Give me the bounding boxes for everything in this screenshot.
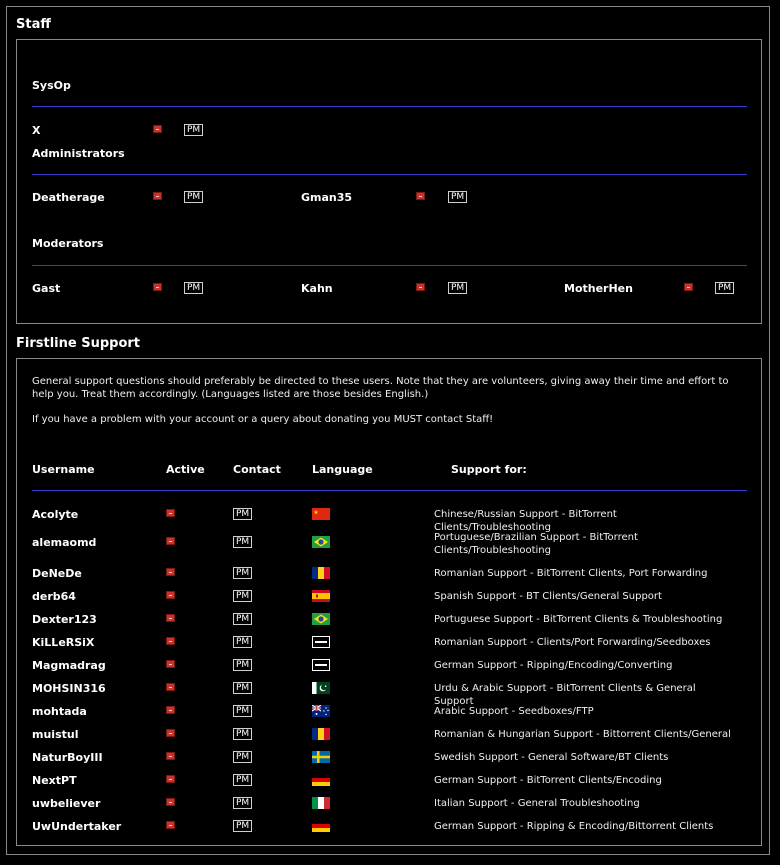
unknown-flag-icon <box>312 659 330 671</box>
support-description: Italian Support - General Troubleshooting <box>434 798 640 809</box>
col-username: Username <box>32 463 95 476</box>
spain-flag-icon <box>312 590 330 602</box>
offline-status-icon <box>684 283 693 291</box>
offline-status-icon <box>166 614 175 622</box>
germany-flag-icon <box>312 774 330 786</box>
pm-button[interactable]: PM <box>233 751 252 763</box>
pm-button[interactable]: PM <box>233 820 252 832</box>
staff-member-gast[interactable]: Gast <box>32 282 61 295</box>
divider <box>32 265 747 266</box>
italy-flag-icon <box>312 797 330 809</box>
support-description: German Support - Ripping & Encoding/Bittorrent Clients <box>434 821 714 832</box>
pakistan-flag-icon <box>312 682 330 694</box>
sweden-flag-icon <box>312 751 330 763</box>
staff-member-x[interactable]: X <box>32 124 41 137</box>
support-user-name[interactable]: UwUndertaker <box>32 820 122 833</box>
offline-status-icon <box>166 509 175 517</box>
support-user-name[interactable]: uwbeliever <box>32 797 101 810</box>
offline-status-icon <box>166 821 175 829</box>
support-description: German Support - Ripping/Encoding/Converting <box>434 660 673 671</box>
group-sysop-title: SysOp <box>32 79 71 92</box>
offline-status-icon <box>166 729 175 737</box>
brazil-flag-icon <box>312 536 330 548</box>
support-notice: If you have a problem with your account or a query about donating you MUST contact Staff! <box>32 414 494 425</box>
staff-member-motherhen[interactable]: MotherHen <box>564 282 633 295</box>
australia-flag-icon <box>312 705 330 717</box>
col-contact: Contact <box>233 463 281 476</box>
offline-status-icon <box>153 125 162 133</box>
divider <box>32 106 747 107</box>
offline-status-icon <box>416 192 425 200</box>
support-description: Romanian Support - Clients/Port Forwarding/Seedboxes <box>434 637 711 648</box>
germany-flag-icon <box>312 820 330 832</box>
support-description: German Support - BitTorrent Clients/Encoding <box>434 775 662 786</box>
brazil-flag-icon <box>312 613 330 625</box>
offline-status-icon <box>153 283 162 291</box>
china-flag-icon <box>312 508 330 520</box>
offline-status-icon <box>416 283 425 291</box>
pm-button[interactable]: PM <box>184 124 203 136</box>
romania-flag-icon <box>312 728 330 740</box>
offline-status-icon <box>153 192 162 200</box>
support-user-name[interactable]: NextPT <box>32 774 77 787</box>
support-user-name[interactable]: MOHSIN316 <box>32 682 106 695</box>
support-description: Spanish Support - BT Clients/General Support <box>434 591 662 602</box>
pm-button[interactable]: PM <box>233 774 252 786</box>
support-description: Portuguese/Brazilian Support - BitTorrent Clients/Troubleshooting <box>434 532 638 556</box>
pm-button[interactable]: PM <box>233 508 252 520</box>
support-description: Portuguese Support - BitTorrent Clients & Troubleshooting <box>434 614 723 625</box>
support-description: Arabic Support - Seedboxes/FTP <box>434 706 594 717</box>
staff-title: Staff <box>16 17 51 32</box>
offline-status-icon <box>166 706 175 714</box>
staff-member-kahn[interactable]: Kahn <box>301 282 333 295</box>
staff-panel <box>16 39 762 324</box>
pm-button[interactable]: PM <box>233 797 252 809</box>
pm-button[interactable]: PM <box>184 191 203 203</box>
support-user-name[interactable]: DeNeDe <box>32 567 82 580</box>
offline-status-icon <box>166 537 175 545</box>
support-user-name[interactable]: alemaomd <box>32 536 97 549</box>
pm-button[interactable]: PM <box>233 536 252 548</box>
pm-button[interactable]: PM <box>233 636 252 648</box>
pm-button[interactable]: PM <box>184 282 203 294</box>
support-user-name[interactable]: Dexter123 <box>32 613 97 626</box>
staff-member-gman35[interactable]: Gman35 <box>301 191 353 204</box>
unknown-flag-icon <box>312 636 330 648</box>
pm-button[interactable]: PM <box>233 613 252 625</box>
support-description: Chinese/Russian Support - BitTorrent Clients/Troubleshooting <box>434 509 617 533</box>
support-user-name[interactable]: KiLLeRSiX <box>32 636 95 649</box>
support-user-name[interactable]: Magmadrag <box>32 659 106 672</box>
firstline-title: Firstline Support <box>16 336 140 351</box>
pm-button[interactable]: PM <box>233 590 252 602</box>
col-support: Support for: <box>451 463 527 476</box>
pm-button[interactable]: PM <box>448 282 467 294</box>
support-description: Urdu & Arabic Support - BitTorrent Clients & General Support <box>434 683 696 707</box>
offline-status-icon <box>166 637 175 645</box>
divider <box>32 490 747 491</box>
offline-status-icon <box>166 775 175 783</box>
pm-button[interactable]: PM <box>233 682 252 694</box>
romania-flag-icon <box>312 567 330 579</box>
pm-button[interactable]: PM <box>715 282 734 294</box>
pm-button[interactable]: PM <box>233 659 252 671</box>
offline-status-icon <box>166 683 175 691</box>
col-active: Active <box>166 463 205 476</box>
group-admins-title: Administrators <box>32 147 125 160</box>
offline-status-icon <box>166 591 175 599</box>
pm-button[interactable]: PM <box>233 705 252 717</box>
support-intro: General support questions should preferably be directed to these users. Note that they are volunteers, giving away their time and effort to help you. Treat them accordingly. (Languages listed are those besides English.) <box>32 376 729 400</box>
offline-status-icon <box>166 568 175 576</box>
group-mods-title: Moderators <box>32 237 104 250</box>
support-user-name[interactable]: derb64 <box>32 590 76 603</box>
offline-status-icon <box>166 660 175 668</box>
support-user-name[interactable]: muistul <box>32 728 79 741</box>
pm-button[interactable]: PM <box>233 728 252 740</box>
offline-status-icon <box>166 752 175 760</box>
support-user-name[interactable]: mohtada <box>32 705 87 718</box>
support-description: Romanian Support - BitTorrent Clients, Port Forwarding <box>434 568 708 579</box>
pm-button[interactable]: PM <box>448 191 467 203</box>
support-description: Romanian & Hungarian Support - Bittorrent Clients/General <box>434 729 731 740</box>
support-user-name[interactable]: Acolyte <box>32 508 79 521</box>
divider <box>32 174 747 175</box>
staff-member-deatherage[interactable]: Deatherage <box>32 191 105 204</box>
offline-status-icon <box>166 798 175 806</box>
pm-button[interactable]: PM <box>233 567 252 579</box>
support-user-name[interactable]: NaturBoyIII <box>32 751 103 764</box>
support-description: Swedish Support - General Software/BT Clients <box>434 752 669 763</box>
col-language: Language <box>312 463 373 476</box>
